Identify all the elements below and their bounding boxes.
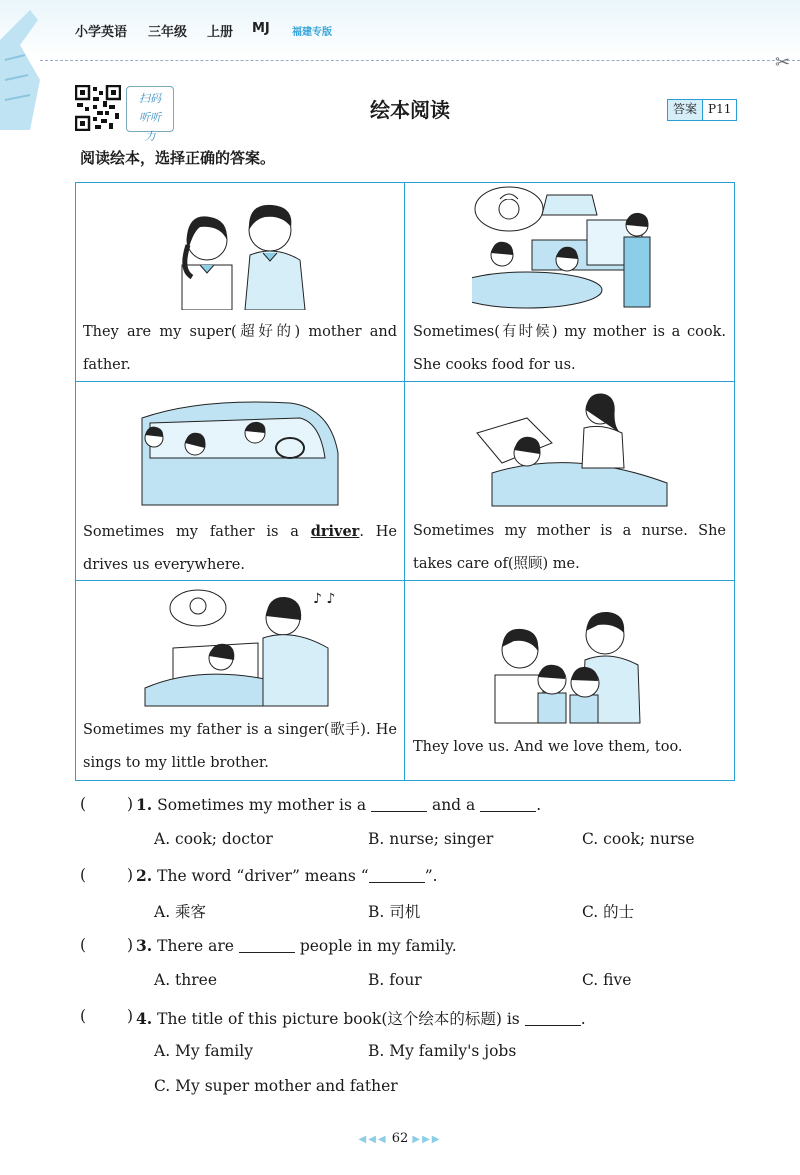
- mother-father-illustration: [170, 195, 310, 310]
- page-title: 绘本阅读: [370, 98, 450, 122]
- question-text: Sometimes my mother is a: [157, 796, 372, 814]
- answer-blank[interactable]: [239, 938, 295, 953]
- answer-blank[interactable]: [369, 868, 425, 883]
- question-text: The word “driver” means “: [157, 867, 369, 885]
- page-number-footer: [340, 1131, 460, 1146]
- option-a: A. three: [154, 971, 218, 989]
- question-paren[interactable]: (: [80, 1007, 87, 1025]
- question-paren[interactable]: (: [80, 795, 87, 813]
- kitchen-cook-illustration: [472, 185, 662, 310]
- grade-label: 三年级: [148, 25, 188, 40]
- question-number: 2.: [136, 866, 153, 885]
- option-a: A. cook; doctor: [154, 830, 273, 848]
- question-paren[interactable]: (: [80, 936, 87, 954]
- panel-caption: They love us. And we love them, too.: [413, 739, 683, 755]
- question-2: [136, 866, 438, 885]
- answer-blank[interactable]: [480, 797, 536, 812]
- answer-blank[interactable]: [525, 1011, 581, 1026]
- version-label: MJ: [252, 21, 270, 36]
- question-text: The title of this picture book(这个绘本的标题) is: [157, 1010, 525, 1028]
- answer-badge[interactable]: [667, 99, 737, 121]
- question-number: 1.: [136, 795, 153, 814]
- option-a: A. 乘客: [154, 903, 207, 921]
- question-text: .: [536, 796, 542, 814]
- cut-line: [40, 60, 800, 61]
- option-b: B. nurse; singer: [368, 830, 494, 848]
- answer-blank[interactable]: [371, 797, 427, 812]
- right-arrows-icon: ▶▶▶: [412, 1134, 442, 1145]
- question-text: and a: [427, 796, 481, 814]
- question-number: 3.: [136, 936, 153, 955]
- question-3: [136, 936, 457, 955]
- instruction: 阅读绘本，选择正确的答案。: [80, 149, 276, 167]
- nurse-mother-illustration: [472, 388, 672, 508]
- underlined-word: driver: [310, 523, 360, 540]
- subject-label: 小学英语: [75, 25, 128, 40]
- question-paren: ): [127, 936, 134, 954]
- panel-caption: Sometimes(有时候) my mother is a cook. She cooks food for us.: [413, 324, 726, 373]
- question-1: [136, 795, 541, 814]
- option-c: C. five: [582, 971, 632, 989]
- scissors-icon: ✂: [775, 52, 791, 73]
- left-arrows-icon: ◀◀◀: [358, 1134, 388, 1145]
- answer-label: 答案: [673, 102, 698, 116]
- panel-caption: Sometimes my mother is a nurse. She takes care of(照顾) me.: [413, 523, 726, 572]
- qr-code-icon[interactable]: [75, 85, 121, 131]
- option-b: B. four: [368, 971, 422, 989]
- question-text: people in my family.: [294, 937, 457, 955]
- scan-listen-stamp: [126, 86, 174, 143]
- family-illustration: [490, 605, 650, 725]
- question-paren: ): [127, 1007, 134, 1025]
- question-paren: ): [127, 866, 134, 884]
- question-number: 4.: [136, 1009, 153, 1028]
- question-text: .: [580, 1010, 586, 1028]
- option-b: B. 司机: [368, 903, 421, 921]
- option-c: C. My super mother and father: [154, 1077, 398, 1095]
- option-b: B. My family's jobs: [368, 1042, 517, 1060]
- caption-text: Sometimes my father is a: [83, 524, 311, 540]
- question-4: [136, 1007, 586, 1029]
- panel-caption: [83, 515, 397, 582]
- option-c: C. cook; nurse: [582, 830, 695, 848]
- building-decoration-icon: [0, 0, 60, 130]
- question-text: ”.: [424, 867, 438, 885]
- question-text: There are: [157, 937, 239, 955]
- grid-divider: [404, 182, 405, 780]
- edition-label: 福建专版: [292, 27, 332, 38]
- scan-listen-label: 扫码听听力: [139, 92, 161, 143]
- car-driver-illustration: [140, 393, 340, 508]
- question-paren[interactable]: (: [80, 866, 87, 884]
- question-paren: ): [127, 795, 134, 813]
- svg-text:♪ ♪: ♪ ♪: [313, 591, 336, 607]
- singer-father-illustration: [143, 588, 343, 708]
- option-c: C. 的士: [582, 903, 635, 921]
- caption-text: . He drives us everywhere.: [83, 524, 397, 573]
- panel-caption: Sometimes my father is a singer(歌手). He sings to my little brother.: [83, 722, 397, 771]
- volume-label: 上册: [207, 25, 234, 40]
- panel-caption: They are my super(超好的) mother and father.: [83, 324, 397, 373]
- answer-page: P11: [702, 100, 736, 120]
- option-a: A. My family: [154, 1042, 253, 1060]
- page-number: 62: [391, 1131, 409, 1146]
